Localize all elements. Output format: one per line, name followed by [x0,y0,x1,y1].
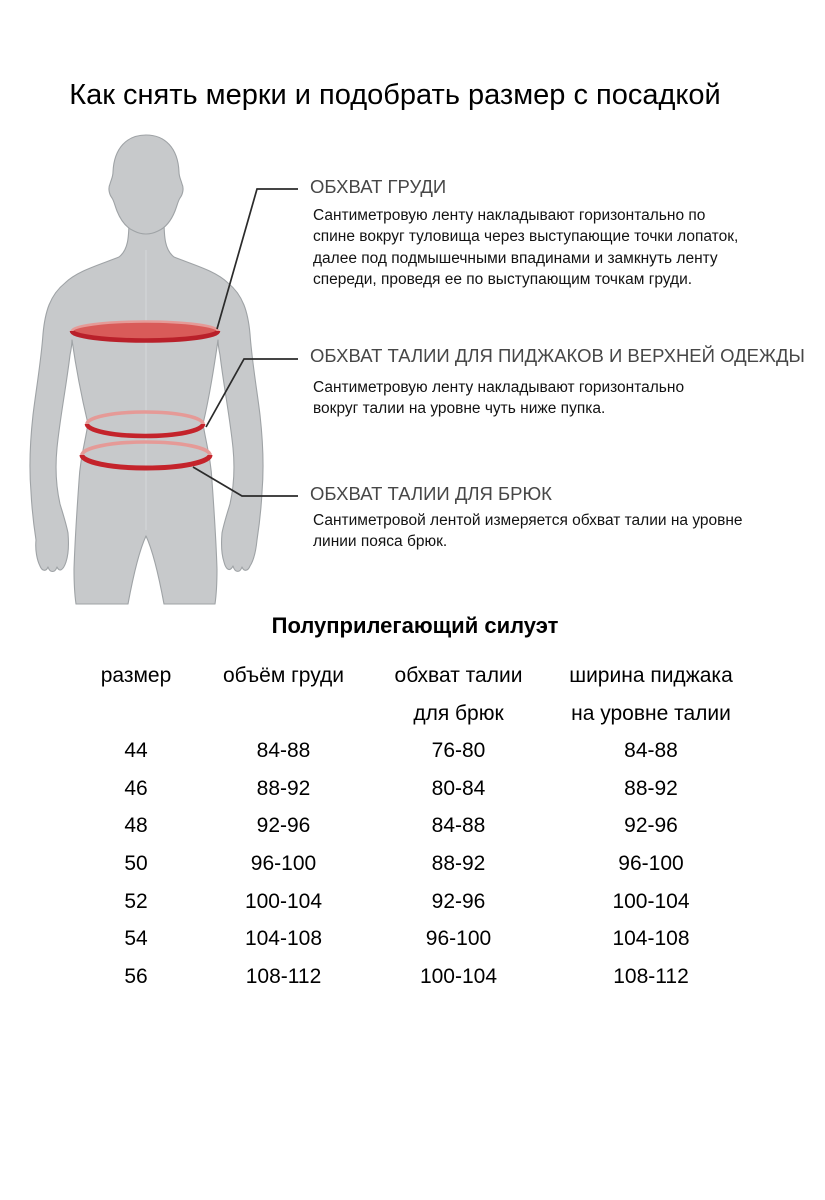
description-line: вокруг талии на уровне чуть ниже пупка. [313,400,606,418]
table-cell: 48 [124,814,148,838]
column-header-size: размер [100,664,172,687]
table-cell: 76-80 [431,739,486,763]
section-chest-label: ОБХВАТ ГРУДИ [310,176,447,197]
table-cell: 46 [124,776,148,800]
measurement-figure [0,125,310,610]
table-cell: 84-88 [624,739,678,763]
table-cell: 80-84 [431,776,486,800]
table-cell: 104-108 [244,927,323,951]
description-line: Сантиметровой лентой измеряется обхват талии на уровне [313,512,743,529]
size-table [61,657,741,995]
table-cell: 50 [124,851,148,875]
section-chest [310,176,446,198]
table-cell: 100-104 [612,889,690,913]
table-cell: 84-88 [256,739,311,763]
page-title: Как снять мерки и подобрать размер с посадкой [69,79,721,111]
table-cell: 92-96 [431,889,486,913]
table-cell: 100-104 [419,964,498,988]
section-trouser-waist-description [313,510,743,553]
table-cell: 96-100 [618,851,684,875]
table-cell: 100-104 [244,889,323,913]
column-header-jacket-width: ширина пиджака [569,664,733,687]
section-trouser-waist-label: ОБХВАТ ТАЛИИ ДЛЯ БРЮК [310,483,552,504]
table-cell: 52 [124,889,148,913]
table-cell: 44 [124,739,148,763]
table-cell: 104-108 [612,927,690,951]
section-jacket-waist-label: ОБХВАТ ТАЛИИ ДЛЯ ПИДЖАКОВ И ВЕРХНЕЙ ОДЕЖДЫ [310,345,805,366]
description-line: спине вокруг туловища через выступающие точки лопаток, [313,228,739,246]
table-cell: 88-92 [624,776,678,800]
column-header-waist-line2: для брюк [413,701,504,725]
column-header-chest: объём груди [223,664,344,687]
column-header-size-line2 [61,695,211,733]
section-trouser-waist [310,483,552,505]
description-line: спереди, проведя ее по выступающим точкам груди. [313,270,693,288]
table-cell: 88-92 [431,851,486,875]
description-line: Сантиметровую ленту накладывают горизонтально [313,379,685,396]
column-header-waist: обхват талии [394,664,523,687]
table-cell: 108-112 [613,964,689,988]
table-cell: 54 [124,927,148,951]
size-table-title: Полуприлегающий силуэт [271,613,559,638]
chest-band [72,322,218,341]
description-line: далее под подмышечными впадинами и замкнуть ленту [313,249,718,267]
section-jacket-waist [310,345,805,367]
section-chest-description [313,205,738,290]
description-line: линии пояса брюк. [313,533,448,551]
table-cell: 92-96 [256,814,311,838]
head [109,135,183,234]
column-header-chest-line2 [211,695,356,733]
description-line: Сантиметровую ленту накладывают горизонтально по [313,207,706,224]
table-cell: 96-100 [425,927,492,951]
table-cell: 108-112 [245,964,322,988]
table-cell: 88-92 [256,776,311,800]
male-silhouette-diagram [0,125,310,610]
table-cell: 84-88 [431,814,486,838]
column-header-jacket-width-line2: на уровне талии [571,701,731,725]
table-cell: 56 [124,964,148,988]
section-jacket-waist-description [313,377,684,420]
table-cell: 92-96 [624,814,678,838]
table-cell: 96-100 [250,851,317,875]
